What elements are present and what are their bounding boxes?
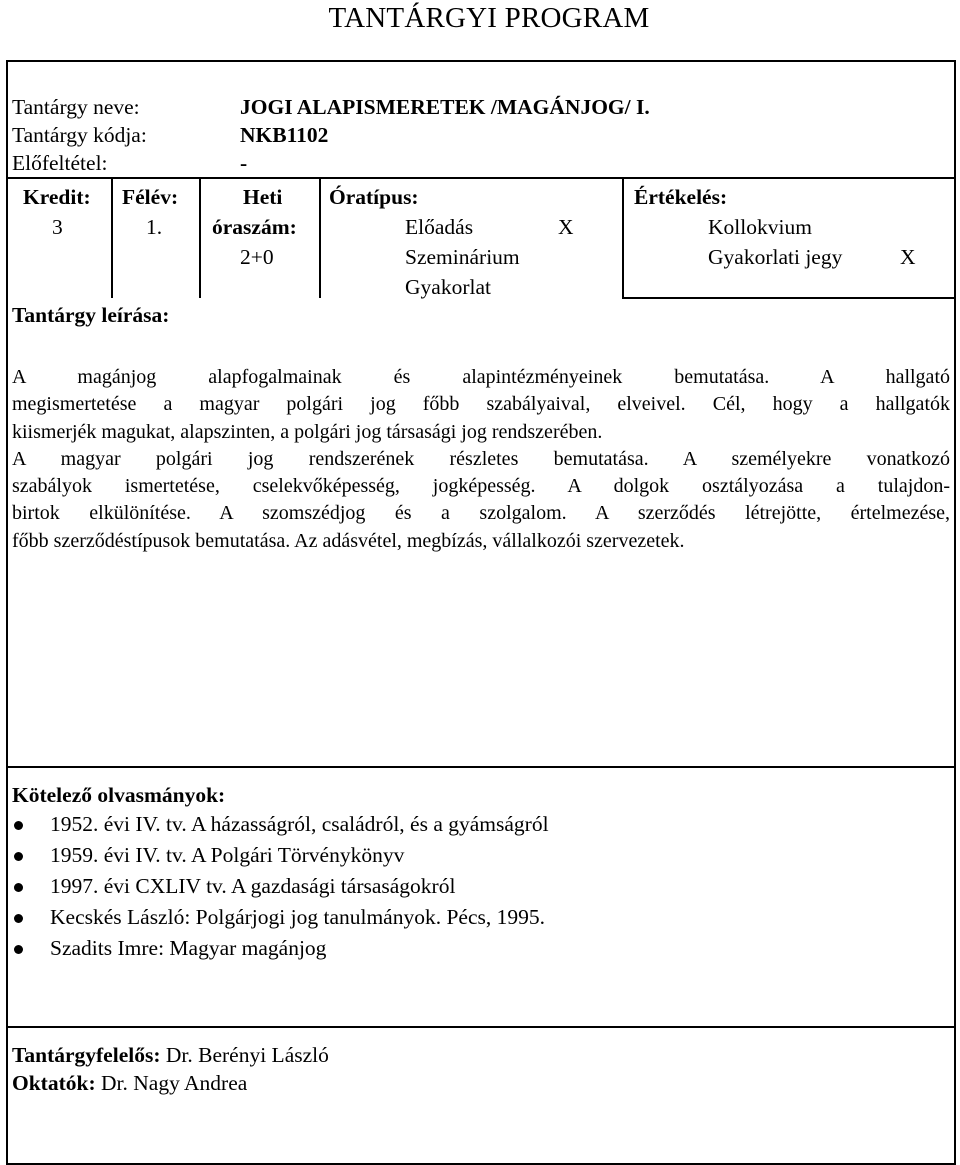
- semester-label: Félév:: [122, 185, 179, 209]
- description-line: kiismerjék magukat, alapszinten, a polgári jog társasági jog rendszerében.: [12, 420, 603, 443]
- weekly-hours-value: 2+0: [240, 245, 274, 269]
- bullet-icon: [14, 852, 23, 861]
- grid-evaluation-bottom: [622, 297, 956, 299]
- evaluation-colloquium: Kollokvium: [708, 215, 812, 239]
- grid-top-line: [6, 177, 956, 179]
- teacher-row: [12, 1071, 247, 1096]
- bullet-icon: [14, 883, 23, 892]
- document-title: TANTÁRGYI PROGRAM: [328, 2, 650, 34]
- evaluation-practical-grade: Gyakorlati jegy: [708, 245, 843, 269]
- teacher-value: Dr. Nagy Andrea: [101, 1071, 248, 1095]
- bullet-icon: [14, 914, 23, 923]
- evaluation-label: Értékelés:: [634, 185, 728, 209]
- prerequisite-label: Előfeltétel:: [12, 151, 108, 175]
- grid-divider: [319, 177, 321, 298]
- course-name-value: JOGI ALAPISMERETEK /MAGÁNJOG/ I.: [240, 95, 650, 119]
- evaluation-mark: X: [900, 245, 916, 269]
- readings-list: [12, 812, 549, 967]
- list-item: Kecskés László: Polgárjogi jog tanulmányok. Pécs, 1995.: [12, 905, 549, 936]
- course-code-value: NKB1102: [240, 123, 329, 147]
- list-item: Szadits Imre: Magyar magánjog: [12, 936, 549, 967]
- description-label: Tantárgy leírása:: [12, 303, 170, 327]
- bullet-icon: [14, 821, 23, 830]
- description-line: A magyar polgári jog rendszerének részletes bemutatása. A személyekre vonatkozó: [12, 447, 950, 470]
- class-type-seminar: Szeminárium: [405, 245, 520, 269]
- list-item: 1997. évi CXLIV tv. A gazdasági társaságokról: [12, 874, 549, 905]
- list-item: 1952. évi IV. tv. A házasságról, családról, és a gyámságról: [12, 812, 549, 843]
- grid-divider: [199, 177, 201, 298]
- class-type-mark: X: [558, 215, 574, 239]
- class-type-lecture: Előadás: [405, 215, 474, 239]
- grid-divider: [111, 177, 113, 298]
- responsible-value: Dr. Berényi László: [165, 1043, 329, 1067]
- responsible-label: Tantárgyfelelős:: [12, 1043, 161, 1067]
- description-line: birtok elkülönítése. A szomszédjog és a szolgalom. A szerződés létrejötte, értelmezése,: [12, 502, 950, 525]
- list-item: 1959. évi IV. tv. A Polgári Törvénykönyv: [12, 843, 549, 874]
- course-code-label: Tantárgy kódja:: [12, 123, 147, 147]
- credit-label: Kredit:: [23, 185, 91, 209]
- prerequisite-value: -: [240, 151, 248, 175]
- credit-value: 3: [52, 215, 63, 239]
- semester-value: 1.: [146, 215, 163, 239]
- readings-label: Kötelező olvasmányok:: [12, 783, 226, 807]
- description-line: szabályok ismertetése, cselekvőképesség, jogképesség. A dolgok osztályozása a tulajdon-: [12, 475, 950, 498]
- class-type-practice: Gyakorlat: [405, 275, 491, 299]
- description-text: [12, 364, 950, 555]
- description-line: A magánjog alapfogalmainak és alapintézményeinek bemutatása. A hallgató: [12, 366, 950, 388]
- weekly-hours-label: Heti: [243, 185, 283, 209]
- description-line: főbb szerződéstípusok bemutatása. Az adásvétel, megbízás, vállalkozói szervezetek.: [12, 529, 685, 552]
- weekly-hours-label: óraszám:: [212, 215, 297, 239]
- responsible-row: [12, 1043, 329, 1068]
- description-line: megismertetése a magyar polgári jog főbb szabályaival, elveivel. Cél, hogy a hallgatók: [12, 393, 950, 416]
- grid-divider: [622, 177, 624, 298]
- bullet-icon: [14, 945, 23, 954]
- class-type-label: Óratípus:: [329, 185, 419, 209]
- course-name-label: Tantárgy neve:: [12, 95, 140, 119]
- teacher-label: Oktatók:: [12, 1071, 96, 1095]
